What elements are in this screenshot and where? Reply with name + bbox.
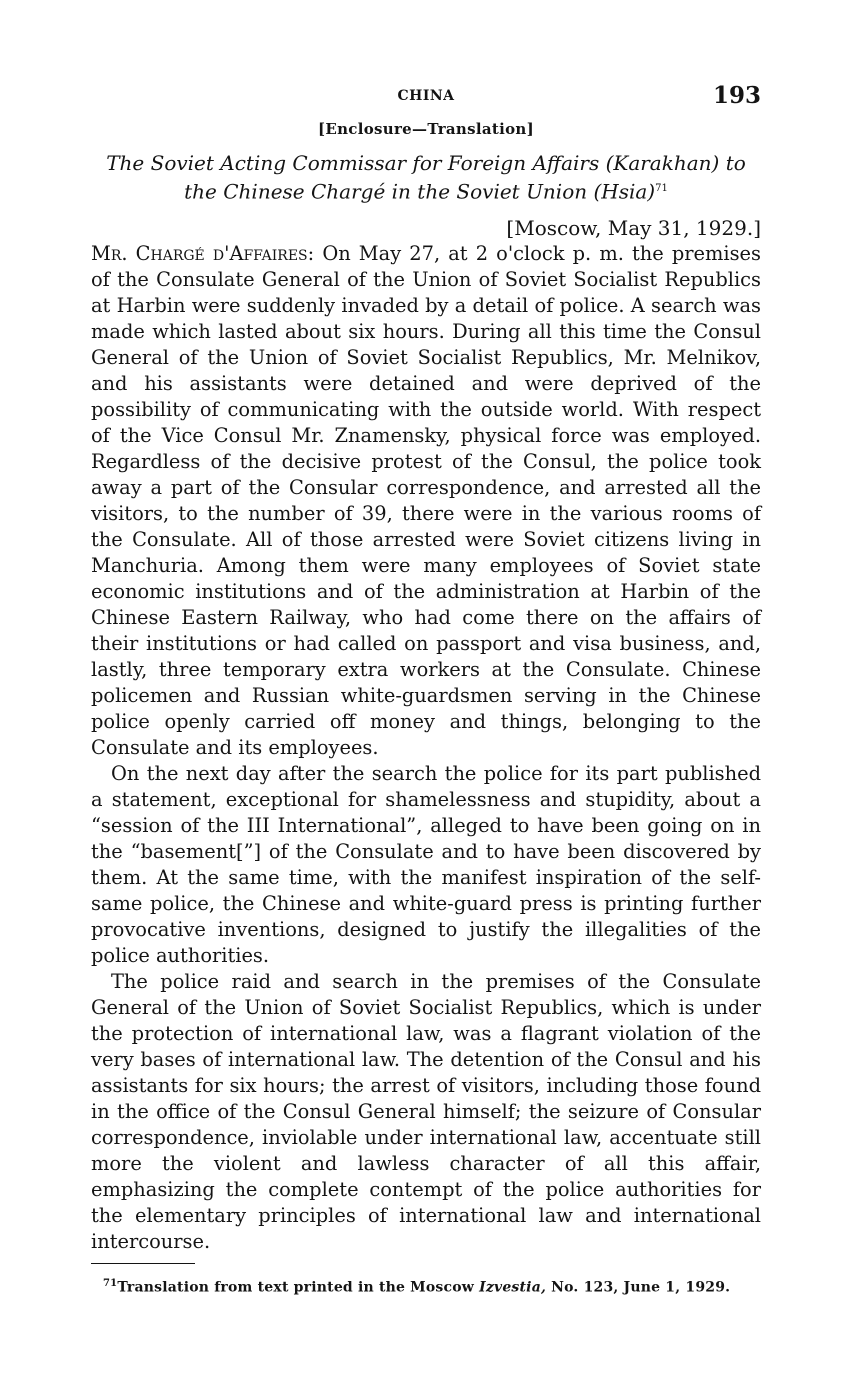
running-title: CHINA bbox=[397, 88, 455, 104]
title-footnote-ref: 71 bbox=[655, 183, 668, 194]
footnote bbox=[91, 1278, 761, 1296]
document-title bbox=[91, 150, 761, 205]
salutation: Mr. Chargé d'Affaires: bbox=[91, 241, 315, 265]
paragraph-1 bbox=[91, 241, 761, 761]
letter-body bbox=[91, 241, 761, 1255]
footnote-source: Izvestia, bbox=[479, 1279, 547, 1296]
page-number: 193 bbox=[712, 82, 761, 109]
paragraph-2: On the next day after the search the police for its part published a statement, exceptional for shamelessness and stupidity, about a “session of the III International”, alleged to have been going on in the “basement[”] of the Consulate and to have been discovered by them. At the same time, with the manifest inspiration of the self-same police, the Chinese and white-guard press is printing further provocative inventions, designed to justify the illegalities of the police authorities. bbox=[91, 761, 761, 967]
paragraph-3: The police raid and search in the premises of the Consulate General of the Union of Soviet Socialist Republics, which is under the protection of international law, was a flagrant violation of the very bases of international law. The detention of the Consul and his assistants for six hours; the arrest of visitors, including those found in the office of the Consul General himself; the seizure of Consular correspondence, inviolable under international law, accentuate still more the violent and lawless character of all this affair, emphasizing the complete contempt of the police authorities for the elementary principles of international law and international intercourse. bbox=[91, 969, 761, 1253]
footnote-marker: 71 bbox=[103, 1277, 118, 1289]
footnote-divider bbox=[91, 1263, 195, 1264]
running-head bbox=[91, 78, 761, 114]
document-page bbox=[91, 78, 761, 1295]
enclosure-label: [Enclosure—Translation] bbox=[317, 120, 535, 138]
footnote-text-after: No. 123, June 1, 1929. bbox=[551, 1279, 731, 1296]
paragraph-1-text: On May 27, at 2 o'clock p. m. the premises of the Consulate General of the Union of Soviet Socialist Republics at Harbin were suddenly invaded by a detail of police. A search was made which lasted about six hours. During all this time the Consul General of the Union of Soviet Socialist Republics, Mr. Melnikov, and his assistants were detained and were deprived of the possibility of communicating with the outside world. With respect of the Vice Consul Mr. Znamensky, physical force was employed. Regardless of the decisive protest of the Consul, the police took away a part of the Consular correspondence, and arrested all the visitors, to the number of 39, there were in the various rooms of the Consulate. All of those arrested were Soviet citizens living in Manchuria. Among them were many employees of Soviet state economic institutions and of the administration at Harbin of the Chinese Eastern Railway, who had come there on the affairs of their institutions or had called on passport and visa business, and, lastly, three temporary extra workers at the Consulate. Chinese policemen and Russian white-guardsmen serving in the Chinese police openly carried off money and things, belonging to the Consulate and its employees. bbox=[91, 241, 761, 759]
dateline: [Moscow, May 31, 1929.] bbox=[506, 215, 761, 240]
document-title-text: The Soviet Acting Commissar for Foreign Affairs (Karakhan) to the Chinese Chargé in the Soviet Union (Hsia) bbox=[106, 151, 746, 204]
footnote-text-before: Translation from text printed in the Moscow bbox=[117, 1279, 475, 1296]
